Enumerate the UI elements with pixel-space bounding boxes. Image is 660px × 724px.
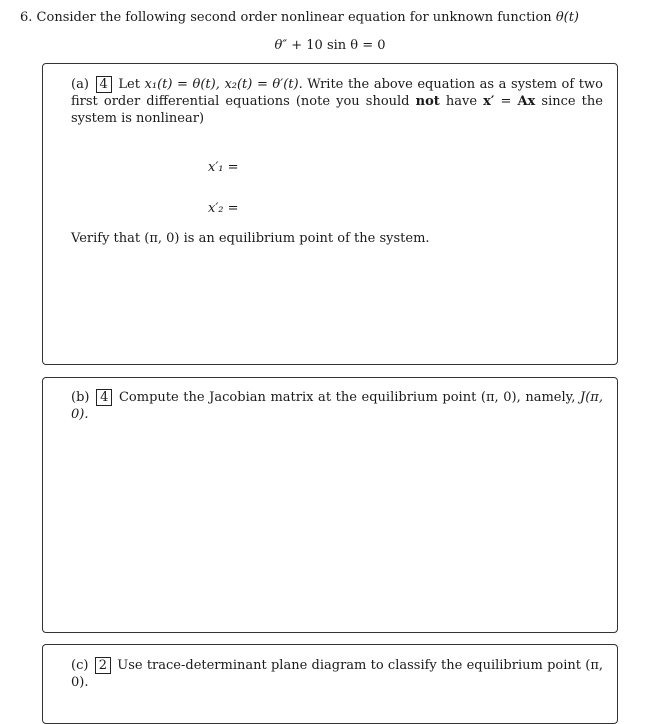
part-b-label: (b) [71, 390, 90, 405]
part-a-text-3: have [445, 94, 478, 109]
part-b-points: 4 [96, 389, 112, 406]
part-b-prompt [71, 389, 603, 423]
part-a-point: (π, 0) [144, 231, 180, 246]
question-intro: Consider the following second order nonlinear equation for unknown function [36, 10, 552, 25]
part-c-box[interactable] [42, 644, 618, 724]
part-a-verify-prefix: Verify that [71, 231, 141, 246]
part-a-eq1: x′₁ = [208, 160, 239, 175]
part-a-box[interactable] [42, 63, 618, 365]
part-b-text-2: namely, [525, 390, 576, 405]
part-a-text-2: Write the above equation as a system of two first order differential equations (note you should [71, 77, 603, 109]
part-b-point: (π, 0), [480, 390, 521, 405]
part-a-verify-suffix: is an equilibrium point of the system. [183, 231, 430, 246]
part-a-bold-not: not [415, 94, 440, 109]
main-equation-theta: θ″ [274, 38, 288, 53]
part-a-text-1: Let [118, 77, 140, 92]
part-a-x1-def: x₁(t) = θ(t), [144, 77, 220, 92]
question-number: 6. [20, 10, 33, 25]
part-a-x2-def: x₂(t) = θ′(t). [224, 77, 303, 92]
part-c-text: Use trace-determinant plane diagram to classify the equilibrium point [117, 658, 581, 673]
part-a-xprime: x′ [483, 94, 495, 109]
part-a-verify [71, 230, 603, 247]
part-a-eq2: x′₂ = [208, 201, 239, 216]
part-b-text: Compute the Jacobian matrix at the equilibrium point [118, 390, 477, 405]
part-a-prompt [71, 76, 603, 127]
part-c-point: (π, 0). [71, 658, 604, 690]
main-equation-rest: + 10 sin θ = 0 [287, 38, 386, 53]
part-a-ax: Ax [517, 94, 536, 109]
question-function: θ(t) [555, 10, 580, 25]
part-a-label: (a) [71, 77, 89, 92]
part-b-box[interactable] [42, 377, 618, 633]
main-equation [0, 38, 660, 53]
part-a-eq-sign: = [494, 94, 518, 109]
part-c-prompt [71, 657, 603, 691]
part-a-points: 4 [96, 76, 112, 93]
part-b-jacobian: J(π, 0). [71, 390, 603, 422]
question-header [20, 10, 579, 25]
part-c-points: 2 [95, 657, 111, 674]
part-c-label: (c) [71, 658, 89, 673]
part-a-text-4: since the system is nonlinear) [71, 94, 603, 126]
